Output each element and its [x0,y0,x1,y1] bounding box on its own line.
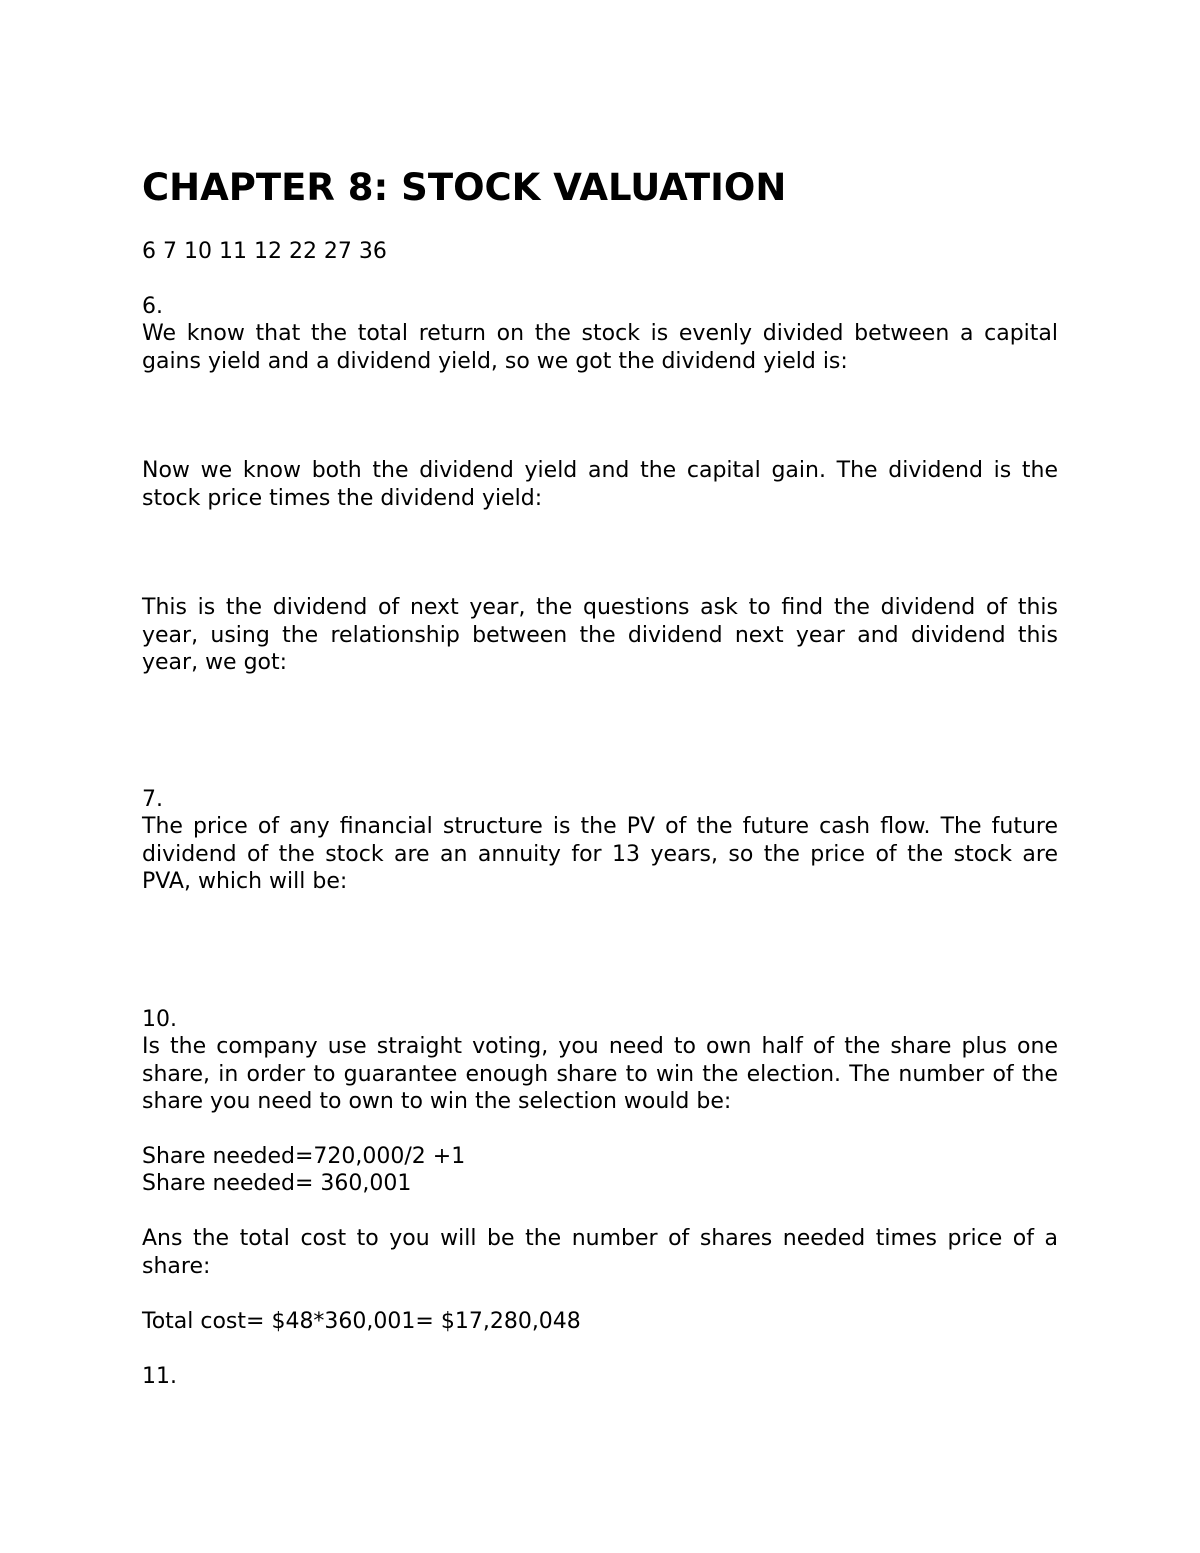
question-11-number: 11. [142,1364,177,1389]
question-7-paragraph-1: The price of any financial structure is the PV of the future cash flow. The future dividend of the stock are an annuity for 13 years, so the price of the stock are PVA, which will be: [142,814,1058,894]
problem-list: 6 7 10 11 12 22 27 36 [142,239,387,264]
question-10-number: 10. [142,1007,177,1032]
question-10-paragraph-1: Is the company use straight voting, you need to own half of the share plus one share, in order to guarantee enough share to win the election. The number of the share you need to own to win the selection would be: [142,1034,1058,1114]
question-6-paragraph-1: We know that the total return on the stock is evenly divided between a capital gains yield and a dividend yield, so we got the dividend yield is: [142,321,1058,374]
question-6-paragraph-3: This is the dividend of next year, the questions ask to find the dividend of this year, using the relationship between the dividend next year and dividend this year, we got: [142,595,1058,675]
share-needed-equation-1: Share needed=720,000/2 +1 [142,1144,466,1169]
share-needed-equation-2: Share needed= 360,001 [142,1171,412,1196]
question-7-number: 7. [142,787,163,812]
question-6-number: 6. [142,294,163,319]
total-cost-equation: Total cost= $48*360,001= $17,280,048 [142,1309,581,1334]
question-10-paragraph-2: Ans the total cost to you will be the number of shares needed times price of a share: [142,1226,1058,1279]
chapter-title: CHAPTER 8: STOCK VALUATION [142,166,787,209]
question-6-paragraph-2: Now we know both the dividend yield and the capital gain. The dividend is the stock price times the dividend yield: [142,458,1058,511]
document-page [142,0,1058,1553]
